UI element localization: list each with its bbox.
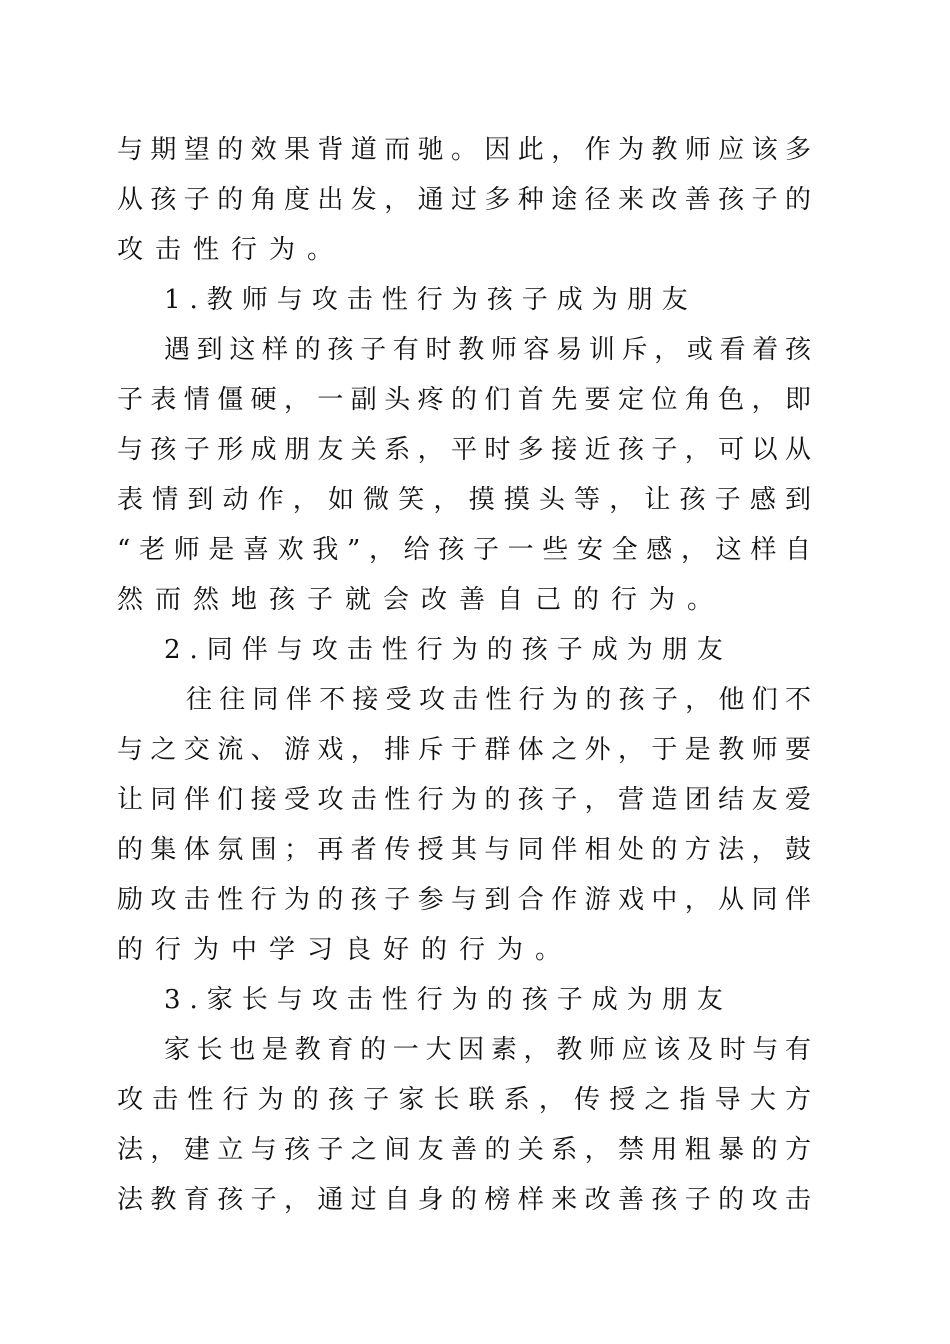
paragraph-line: 表情到动作，如微笑，摸摸头等，让孩子感到 xyxy=(117,485,811,515)
paragraph-line: 的行为中学习良好的行为。 xyxy=(117,935,574,965)
paragraph-line: 攻击性行为的孩子家长联系，传授之指导大方 xyxy=(117,1085,811,1115)
paragraph-line: 子表情僵硬，一副头疼的们首先要定位角色，即 xyxy=(117,385,811,415)
paragraph-line: 与孩子形成朋友关系，平时多接近孩子，可以从 xyxy=(117,435,811,465)
paragraph-line: 的集体氛围；再者传授其与同伴相处的方法，鼓 xyxy=(117,835,811,865)
paragraph-line: 遇到这样的孩子有时教师容易训斥，或看着孩 xyxy=(164,335,811,365)
paragraph-line: “老师是喜欢我”，给孩子一些安全感，这样自 xyxy=(117,535,811,565)
paragraph-line: 攻击性行为。 xyxy=(117,235,346,265)
paragraph-line: 励攻击性行为的孩子参与到合作游戏中，从同伴 xyxy=(117,885,811,915)
paragraph-line: 家长也是教育的一大因素，教师应该及时与有 xyxy=(164,1035,811,1065)
section-heading-2: 2.同伴与攻击性行为的孩子成为朋友 xyxy=(164,635,732,665)
section-heading-1: 1.教师与攻击性行为孩子成为朋友 xyxy=(164,285,697,315)
paragraph-line: 让同伴们接受攻击性行为的孩子，营造团结友爱 xyxy=(117,785,811,815)
paragraph-line: 与期望的效果背道而驰。因此，作为教师应该多 xyxy=(117,135,811,165)
paragraph-line: 往往同伴不接受攻击性行为的孩子，他们不 xyxy=(186,685,811,715)
paragraph-line: 法，建立与孩子之间友善的关系，禁用粗暴的方 xyxy=(117,1135,811,1165)
section-heading-3: 3.家长与攻击性行为的孩子成为朋友 xyxy=(164,985,732,1015)
paragraph-line: 与之交流、游戏，排斥于群体之外，于是教师要 xyxy=(117,735,811,765)
paragraph-line: 法教育孩子，通过自身的榜样来改善孩子的攻击 xyxy=(117,1185,811,1215)
paragraph-line: 然而然地孩子就会改善自己的行为。 xyxy=(117,585,726,615)
paragraph-line: 从孩子的角度出发，通过多种途径来改善孩子的 xyxy=(117,185,811,215)
